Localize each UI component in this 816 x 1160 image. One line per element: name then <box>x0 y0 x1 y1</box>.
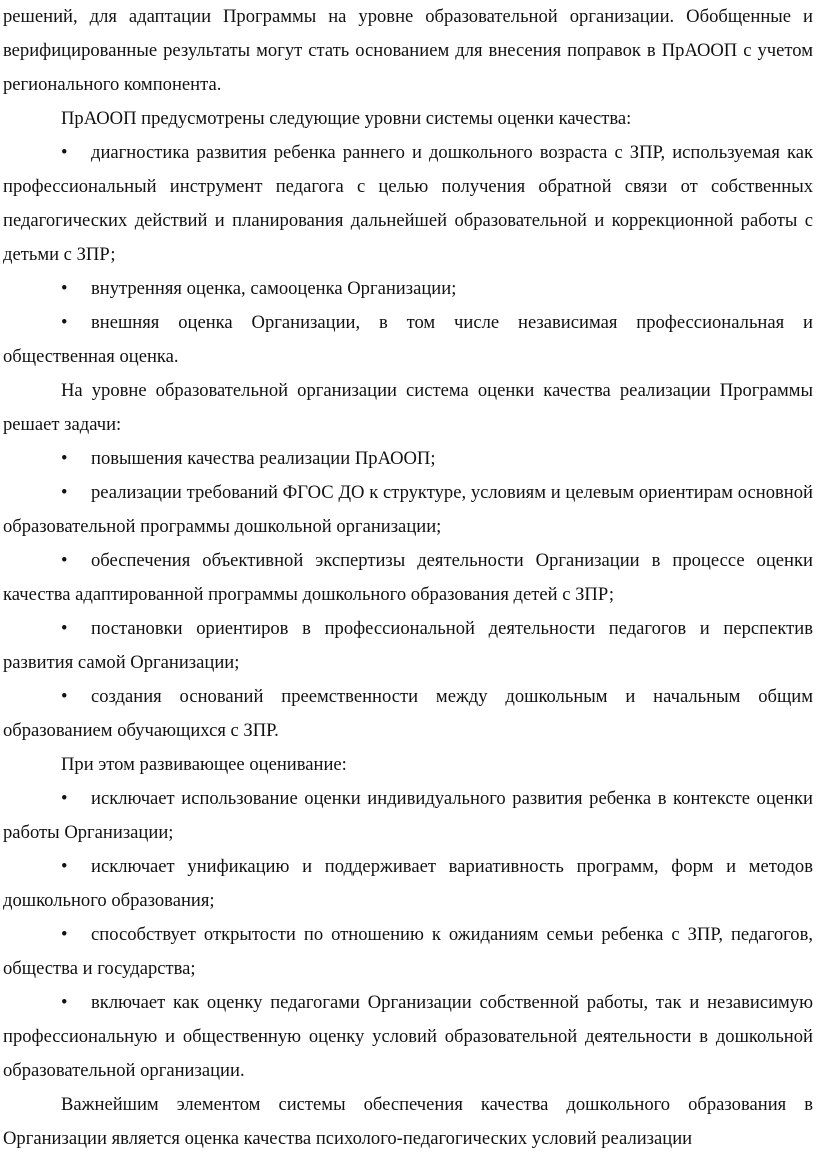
bullet-icon: • <box>61 924 68 945</box>
list-item-text: диагностика развития ребенка раннего и дошкольного возраста с ЗПР, используемая как профессиональный инструмент педагога с целью получения обратной связи от собственных педагогических действий и планирования дальнейшей образовательной и коррекционной работы с детьми с ЗПР; <box>3 142 813 265</box>
bullet-icon: • <box>61 618 68 639</box>
paragraph-text: При этом развивающее оценивание: <box>61 754 347 775</box>
list-item-text: исключает унификацию и поддерживает вариативность программ, форм и методов дошкольного образования; <box>3 856 813 911</box>
list-item-text: включает как оценку педагогами Организации собственной работы, так и независимую профессиональную и общественную оценку условий образовательной деятельности в дошкольной образовательной организации. <box>3 992 813 1081</box>
bullet-icon: • <box>61 142 68 163</box>
list-item-text: внутренняя оценка, самооценка Организации; <box>91 278 457 299</box>
bullet-icon: • <box>61 448 68 469</box>
list-item-text: исключает использование оценки индивидуального развития ребенка в контексте оценки работы Организации; <box>3 788 813 843</box>
list-item <box>3 476 813 544</box>
list-item <box>3 544 813 612</box>
bullet-icon: • <box>61 278 68 299</box>
paragraph-quality-element <box>3 1088 813 1156</box>
list-item-text: внешняя оценка Организации, в том числе независимая профессиональная и общественная оценка. <box>3 312 813 367</box>
paragraph-intro-continuation <box>3 0 813 102</box>
paragraph-levels-heading <box>3 102 813 136</box>
paragraph-evaluation-heading <box>3 748 813 782</box>
list-item <box>3 918 813 986</box>
list-item <box>3 136 813 272</box>
list-item-text: способствует открытости по отношению к ожиданиям семьи ребенка с ЗПР, педагогов, общества и государства; <box>3 924 813 979</box>
paragraph-text: ПрАООП предусмотрены следующие уровни системы оценки качества: <box>61 108 632 129</box>
list-item <box>3 680 813 748</box>
list-item <box>3 306 813 374</box>
bullet-icon: • <box>61 788 68 809</box>
document-body <box>3 0 813 1156</box>
bullet-icon: • <box>61 686 68 707</box>
list-item-text: создания оснований преемственности между дошкольным и начальным общим образованием обучающихся с ЗПР. <box>3 686 813 741</box>
list-item-text: реализации требований ФГОС ДО к структуре, условиям и целевым ориентирам основной образовательной программы дошкольной организации; <box>3 482 813 537</box>
bullet-icon: • <box>61 312 68 333</box>
list-item <box>3 986 813 1088</box>
paragraph-tasks-heading <box>3 374 813 442</box>
bullet-icon: • <box>61 482 68 503</box>
list-item <box>3 612 813 680</box>
paragraph-text: На уровне образовательной организации система оценки качества реализации Программы решает задачи: <box>3 380 813 435</box>
paragraph-text: Важнейшим элементом системы обеспечения качества дошкольного образования в Организации является оценка качества психолого-педагогических условий реализации <box>3 1094 813 1149</box>
bullet-icon: • <box>61 992 68 1013</box>
list-item <box>3 272 813 306</box>
list-item-text: повышения качества реализации ПрАООП; <box>91 448 436 469</box>
list-item-text: обеспечения объективной экспертизы деятельности Организации в процессе оценки качества адаптированной программы дошкольного образования детей с ЗПР; <box>3 550 813 605</box>
list-item-text: постановки ориентиров в профессиональной деятельности педагогов и перспектив развития самой Организации; <box>3 618 813 673</box>
list-item <box>3 850 813 918</box>
bullet-icon: • <box>61 856 68 877</box>
bullet-icon: • <box>61 550 68 571</box>
list-item <box>3 782 813 850</box>
paragraph-text: решений, для адаптации Программы на уровне образовательной организации. Обобщенные и верифицированные результаты могут стать основанием для внесения поправок в ПрАООП с учетом регионального компонента. <box>3 6 813 95</box>
list-item <box>3 442 813 476</box>
